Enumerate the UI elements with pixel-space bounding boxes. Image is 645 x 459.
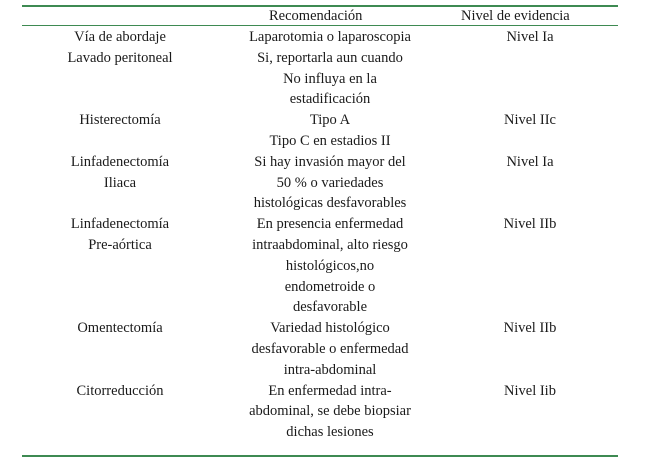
recommendation-cell: [218, 27, 442, 110]
evidence-cell: [442, 381, 618, 443]
procedure-cell: [22, 318, 218, 380]
procedure-cell: [22, 110, 218, 152]
procedure-text: Vía de abordaje Lavado peritoneal: [67, 29, 173, 66]
evidence-text: Nivel Ia: [506, 29, 554, 45]
evidence-cell: [442, 214, 618, 318]
procedure-text: Linfadenectomía Pre-aórtica: [70, 216, 170, 253]
recommendation-cell: [218, 214, 442, 318]
evidence-cell: [442, 152, 618, 214]
procedure-cell: [22, 152, 218, 214]
table-row: [22, 110, 618, 152]
recommendation-cell: [218, 381, 442, 443]
evidence-cell: [442, 27, 618, 110]
procedure-text: Omentectomía: [77, 320, 163, 337]
evidence-text: Nivel Iib: [504, 382, 556, 399]
procedure-cell: [22, 27, 218, 110]
header-recomendacion: Recomendación: [269, 8, 363, 24]
table-row: [22, 381, 618, 443]
procedure-cell: [22, 214, 218, 318]
recommendation-text: Si hay invasión mayor del 50 % o variedades histológicas desfavorables: [253, 153, 407, 212]
procedure-cell: [22, 381, 218, 443]
recommendation-cell: [218, 318, 442, 380]
header-nivel-evidencia: Nivel de evidencia: [461, 8, 570, 24]
recommendation-cell: [218, 110, 442, 152]
recommendation-text: Variedad histológico desfavorable o enfermedad intra-abdominal: [251, 320, 409, 378]
procedure-text: Linfadenectomía Iliaca: [70, 153, 170, 191]
evidence-text: Nivel IIb: [503, 216, 557, 233]
recommendation-text: En enfermedad intra- abdominal, se debe biopsiar dichas lesiones: [249, 382, 411, 441]
evidence-text: Nivel Ia: [506, 153, 554, 170]
evidence-cell: [442, 110, 618, 152]
recommendation-text: Tipo A Tipo C en estadios II: [269, 112, 391, 149]
recommendation-text: En presencia enfermedad intraabdominal, alto riesgo histológicos,no endometroide o desfavorable: [252, 216, 408, 316]
evidence-cell: [442, 318, 618, 380]
table-bottom-rule: [22, 455, 618, 457]
table-row: [22, 152, 618, 214]
table-row: [22, 27, 618, 110]
table-header: [22, 7, 618, 25]
evidence-text: Nivel IIb: [503, 320, 557, 337]
evidence-text: Nivel IIc: [504, 112, 556, 129]
procedure-text: Histerectomía: [79, 112, 161, 129]
table-row: [22, 214, 618, 318]
recommendation-text: Laparotomia o laparoscopia Si, reportarla aun cuando No influya en la estadificación: [249, 29, 411, 108]
header-rule: [22, 25, 618, 26]
recommendation-cell: [218, 152, 442, 214]
procedure-text: Citorreducción: [76, 382, 164, 399]
table-row: [22, 318, 618, 380]
recommendations-table: [22, 27, 618, 443]
